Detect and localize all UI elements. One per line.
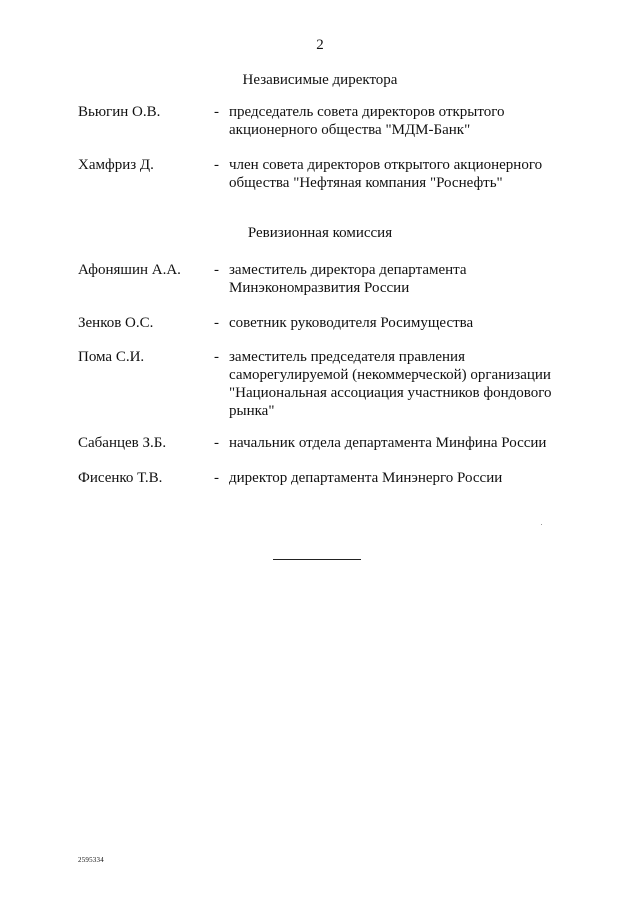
description-line: рынка" (229, 403, 275, 419)
description-line: акционерного общества "МДМ-Банк" (229, 122, 471, 138)
member-description (229, 434, 547, 452)
dash: - (214, 315, 219, 331)
description-line: председатель совета директоров открытого (229, 104, 505, 120)
member-name: Хамфриз Д. (78, 157, 154, 173)
description-line: "Национальная ассоциация участников фондового (229, 385, 552, 401)
member-description (229, 469, 529, 487)
dash: - (214, 104, 219, 120)
member-name: Вьюгин О.В. (78, 104, 161, 120)
description-line: общества "Нефтяная компания "Роснефть" (229, 175, 503, 191)
page-number: 2 (316, 37, 324, 53)
section-title-audit-commission: Ревизионная комиссия (247, 225, 393, 241)
member-name: Сабанцев З.Б. (78, 435, 167, 451)
member-name: Зенков О.С. (78, 315, 154, 331)
member-name: Фисенко Т.В. (78, 470, 163, 486)
member-description (229, 348, 552, 420)
scan-speck (541, 524, 542, 525)
description-line: член совета директоров открытого акционерного (229, 157, 543, 173)
description-line: заместитель председателя правления (229, 349, 465, 365)
dash: - (214, 435, 219, 451)
description-line: саморегулируемой (некоммерческой) организации (229, 367, 551, 383)
description-line: советник руководителя Росимущества (229, 315, 474, 331)
member-description (229, 156, 543, 192)
member-description (229, 261, 529, 297)
member-name: Афоняшин А.А. (78, 262, 181, 278)
dash: - (214, 470, 219, 486)
dash: - (214, 157, 219, 173)
description-line: начальник отдела департамента Минфина России (229, 435, 547, 451)
document-code: 2595334 (78, 856, 104, 864)
member-name: Пома С.И. (78, 349, 145, 365)
section-title-independent-directors: Независимые директора (242, 72, 398, 88)
dash: - (214, 349, 219, 365)
closing-rule (273, 559, 361, 560)
member-description (229, 314, 529, 332)
description-line: Минэкономразвития России (229, 280, 410, 296)
description-line: директор департамента Минэнерго России (229, 470, 503, 486)
dash: - (214, 262, 219, 278)
description-line: заместитель директора департамента (229, 262, 467, 278)
member-description (229, 103, 529, 139)
